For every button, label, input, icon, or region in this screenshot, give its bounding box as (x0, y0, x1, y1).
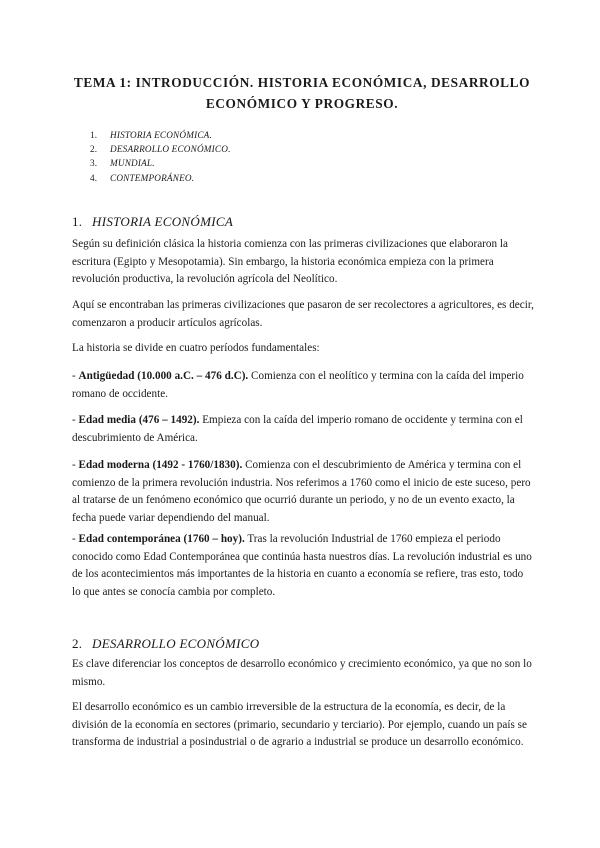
section-2-number: 2. (72, 636, 83, 651)
toc-item (90, 128, 231, 142)
section-1-paragraph-1: Según su definición clásica la historia comienza con las primeras civilizaciones que elaboraron la escritura (Egipto y Mesopotamia). Sin embargo, la historia económica empieza con la primera revolución productiva, la revolución agrícola del Neolítico. (72, 238, 508, 286)
title-line-1: TEMA 1: INTRODUCCIÓN. HISTORIA ECONÓMICA, DESARROLLO (73, 75, 531, 90)
period-prefix: - (72, 459, 79, 471)
period-antiguedad (72, 368, 534, 403)
period-text: Empieza con la caída del imperio romano de occidente y termina con el descubrimiento de América. (72, 414, 523, 444)
section-1-paragraph-2: Aquí se encontraban las primeras civilizaciones que pasaron de ser recolectores a agricultores, es decir, comenzaron a producir artículos agrícolas. (72, 299, 534, 329)
period-term: Edad contemporánea (1760 – hoy). (78, 533, 245, 545)
toc-item (90, 156, 231, 170)
toc-item-label: CONTEMPORÁNEO. (110, 172, 195, 183)
period-term: Edad media (476 – 1492). (78, 414, 200, 426)
period-edad-moderna (72, 457, 534, 527)
section-2-title: DESARROLLO ECONÓMICO (92, 636, 260, 651)
period-text: Comienza con el neolítico y termina con la caída del imperio romano de occidente. (72, 370, 524, 400)
toc-item-label: MUNDIAL. (110, 158, 155, 169)
period-edad-media (72, 412, 534, 447)
period-prefix: - (72, 533, 79, 545)
toc-item-number: 1. (90, 130, 98, 140)
toc-item (90, 171, 231, 185)
section-2-paragraph-2: El desarrollo económico es un cambio irreversible de la estructura de la economía, es decir, de la división de la economía en sectores (primario, secundario y terciario). Por ejemplo, cuando un país se transforma de industrial a posindustrial o de agrario a industrial se produce un desarrollo económico. (72, 701, 527, 749)
period-prefix: - (72, 370, 79, 382)
period-text: Comienza con el descubrimiento de América y termina con el comienzo de la primera revolución industria. Nos referimos a 1760 como el inicio de este suceso, pero al tratarse de un fenómeno económico que ocurrió durante un periodo, y no de un evento exacto, la fecha puede variar dependiendo del manual. (72, 459, 531, 524)
section-2-paragraph-1: Es clave diferenciar los conceptos de desarrollo económico y crecimiento económico, ya que no son lo mismo. (72, 658, 532, 688)
toc-item-number: 3. (90, 158, 98, 169)
period-term: Antigüedad (10.000 a.C. – 476 d.C). (78, 370, 249, 382)
toc-item-label: HISTORIA ECONÓMICA. (110, 130, 212, 140)
toc-item-number: 4. (90, 172, 98, 183)
toc-item-number: 2. (90, 144, 98, 155)
section-1-title: HISTORIA ECONÓMICA (92, 214, 234, 229)
title-line-2: ECONÓMICO Y PROGRESO. (205, 96, 399, 111)
document-title (72, 72, 532, 114)
period-prefix: - (72, 414, 79, 426)
section-1-number: 1. (72, 214, 83, 229)
section-1-paragraph-3: La historia se divide en cuatro períodos fundamentales: (72, 342, 320, 354)
toc-item-label: DESARROLLO ECONÓMICO. (110, 144, 231, 155)
period-term: Edad moderna (1492 - 1760/1830). (78, 459, 243, 471)
section-2-heading (72, 635, 259, 653)
period-text: Tras la revolución Industrial de 1760 empieza el periodo conocido como Edad Contemporánea que continúa hasta nuestros días. La revolución industrial es uno de los acontecimientos más importantes de la historia en cuanto a economía se refiere, tras esto, todo lo que antes se conocía cambia por completo. (72, 533, 532, 598)
toc-item (90, 142, 231, 156)
period-edad-contemporanea (72, 531, 534, 601)
section-1-heading (72, 213, 233, 231)
table-of-contents (90, 128, 231, 185)
